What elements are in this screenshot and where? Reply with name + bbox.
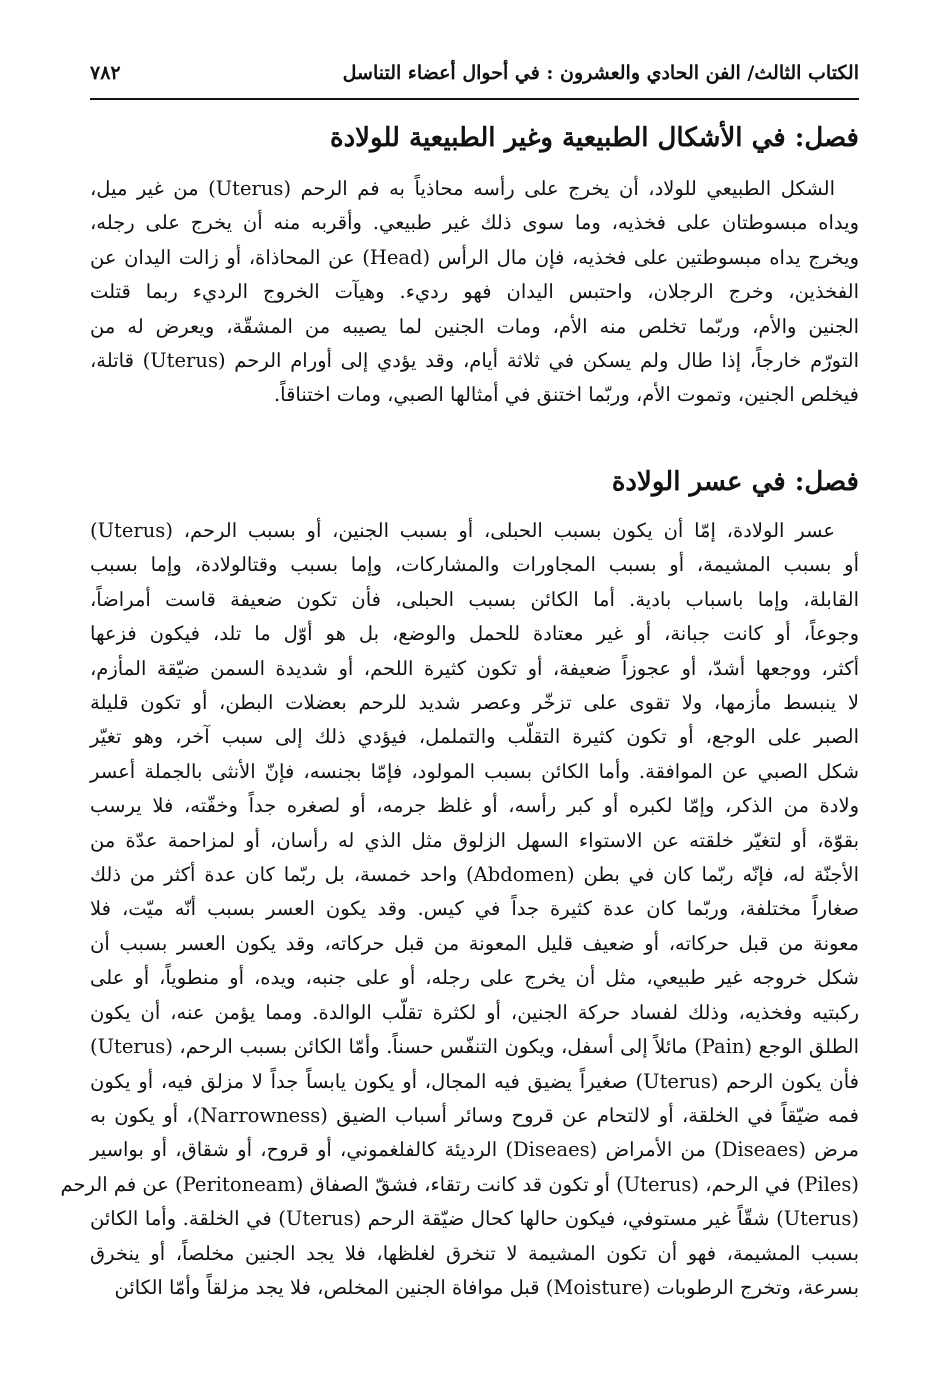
section-body-natural-birth [90, 172, 859, 413]
text-line: بقوّة، أو لتغيّر خلقته عن الاستواء السهل الزلوق مثل الذي له رأسان، أو لمزاحمة عدّة من [90, 828, 859, 852]
text-line: بسبب المشيمة، فهو أن تكون المشيمة لا تنخرق لغلظها، فلا يجد الجنين مخلصاً، أو ينخرق [90, 1241, 859, 1265]
text-line: صغاراً مختلفة، وربّما كان عدة كثيرة جداً في كيس. وقد يكون العسر بسبب أنّه ميّت، فلا [90, 897, 859, 921]
text-line: لا ينبسط مأزمها، ولا تقوى على تزخّر وعصر شديد للرحم بعضلات البطن، أو تكون قليلة [90, 691, 859, 715]
text-line: ركبتيه وفخذيه، وذلك لفساد حركة الجنين، أو لكثرة تقلّب الوالدة. ومما يؤمن عنه، أن يكون [90, 1000, 859, 1024]
text-line: الصبر على الوجع، أو تكون كثيرة التقلّب والتململ، فيؤدي ذلك إلى سبب آخر، وهو تغيّر [90, 725, 859, 749]
text-line: عسر الولادة، إمّا أن يكون بسبب الحبلى، أو بسبب الجنين، أو بسبب الرحم، (Uterus) [90, 519, 835, 542]
text-line: معونة من قبل حركاته، أو ضعيف قليل المعونة من قبل حركاته، وقد يكون العسر بسبب أن [90, 931, 859, 955]
text-line: فمه ضيّقاً في الخلقة، أو لالتحام عن قروح وسائر أسباب الضيق (Narrowness)، أو يكون به [90, 1103, 859, 1127]
text-line: (Uterus) شقّاً غير مستوفي، فيكون حالها كحال ضيّقة الرحم (Uterus) في الخلقة. وأما الكائن [90, 1207, 859, 1231]
text-line: ويخرج يداه مبسوطتين على فخذيه، فإن مال الرأس (Head) عن المحاذاة، أو زالت اليدان عن [90, 245, 859, 269]
section-body-difficult-birth [60, 514, 860, 1305]
header-rule [90, 98, 859, 100]
text-line: فأن يكون الرحم (Uterus) صغيراً يضيق فيه المجال، أو يكون يابساً جداً لا مزلق فيه، أو يكون [90, 1069, 860, 1093]
text-line: شكل الصبي عن الموافقة. وأما الكائن بسبب المولود، فإمّا بجنسه، فإنّ الأنثى بالجملة أعسر [90, 759, 859, 783]
text-line: أو بسبب المشيمة، أو بسبب المجاورات والمشاركات، وإما بسبب وقتالولادة، وإما بسبب [90, 553, 859, 577]
text-line: الجنين والأم، وربّما تخلص منه الأم، ومات الجنين لما يصيبه من المشقّة، ويعرض له من [90, 314, 859, 338]
text-line: مرض (Diseaes) من الأمراض (Diseaes) الرديئة كالفلغموني، أو قروح، أو شقاق، أو بواسير [90, 1138, 859, 1162]
text-line: الطلق الوجع (Pain) مائلاً إلى أسفل، ويكون التنفّس حسناً. وأمّا الكائن بسبب الرحم، (Uterus) [90, 1035, 859, 1059]
page-header [90, 48, 859, 98]
text-line: الشكل الطبيعي للولاد، أن يخرج على رأسه محاذياً به فم الرحم (Uterus) من غير ميل، [90, 177, 835, 200]
text-line: الفخذين، وخرج الرجلان، واحتبس اليدان فهو رديء. وهيآت الخروج الرديء ربما قتلت [90, 280, 859, 304]
section-title-difficult-birth: فصل: في عسر الولادة [611, 467, 859, 497]
text-line: التورّم خارجاً، إذا طال ولم يسكن في ثلاثة أيام، وقد يؤدي إلى أورام الرحم (Uterus) قاتلة، [90, 349, 859, 373]
text-line: الأجنّة له، فإنّه ربّما كان في بطن (Abdomen) واحد خمسة، بل ربّما كان عدة أكثر من ذلك [90, 863, 859, 887]
page-number: ٧٨٢ [90, 62, 121, 84]
text-line: فيخلص الجنين، وتموت الأم، وربّما اختنق في أمثالها الصبي، ومات اختناقاً. [273, 383, 859, 407]
text-line: القابلة، وإما باسباب بادية. أما الكائن بسبب الحبلى، فأن تكون ضعيفة قاست أمراضاً، [90, 587, 859, 611]
text-line: ويداه مبسوطتان على فخذيه، وما سوى ذلك غير طبيعي. وأقربه منه أن يخرج على رجله، [90, 211, 859, 235]
text-line: (Piles) في الرحم، (Uterus) أو تكون قد كانت رتقاء، فشقّ الصفاق (Peritoneam) عن فم الرحم [60, 1172, 859, 1196]
text-line: بسرعة، وتخرج الرطوبات (Moisture) قبل موافاة الجنين المخلص، فلا يجد مزلقاً وأمّا الكائن [114, 1275, 859, 1299]
text-line: وجوعاً، أو كانت جبانة، أو غير معتادة للحمل والوضع، بل هو أوّل ما تلد، فيكون فزعها [90, 622, 859, 646]
running-title: الكتاب الثالث/ الفن الحادي والعشرون : في أحوال أعضاء التناسل [342, 62, 859, 84]
text-line: أكثر، ووجعها أشدّ، أو عجوزاً ضعيفة، أو تكون كثيرة اللحم، أو شديدة السمن ضيّقة المأزم، [90, 656, 859, 680]
text-line: شكل خروجه غير طبيعي، مثل أن يخرج على رجله، أو على جنبه، ويده، أو منطوياً، أو على [90, 966, 859, 990]
section-title-natural-birth: فصل: في الأشكال الطبيعية وغير الطبيعية للولادة [329, 123, 859, 153]
text-line: ولادة من الذكر، وإمّا لكبره أو كبر رأسه، أو غلظ جرمه، أو لصغره جداً وخفّته، فلا يرسب [90, 794, 859, 818]
